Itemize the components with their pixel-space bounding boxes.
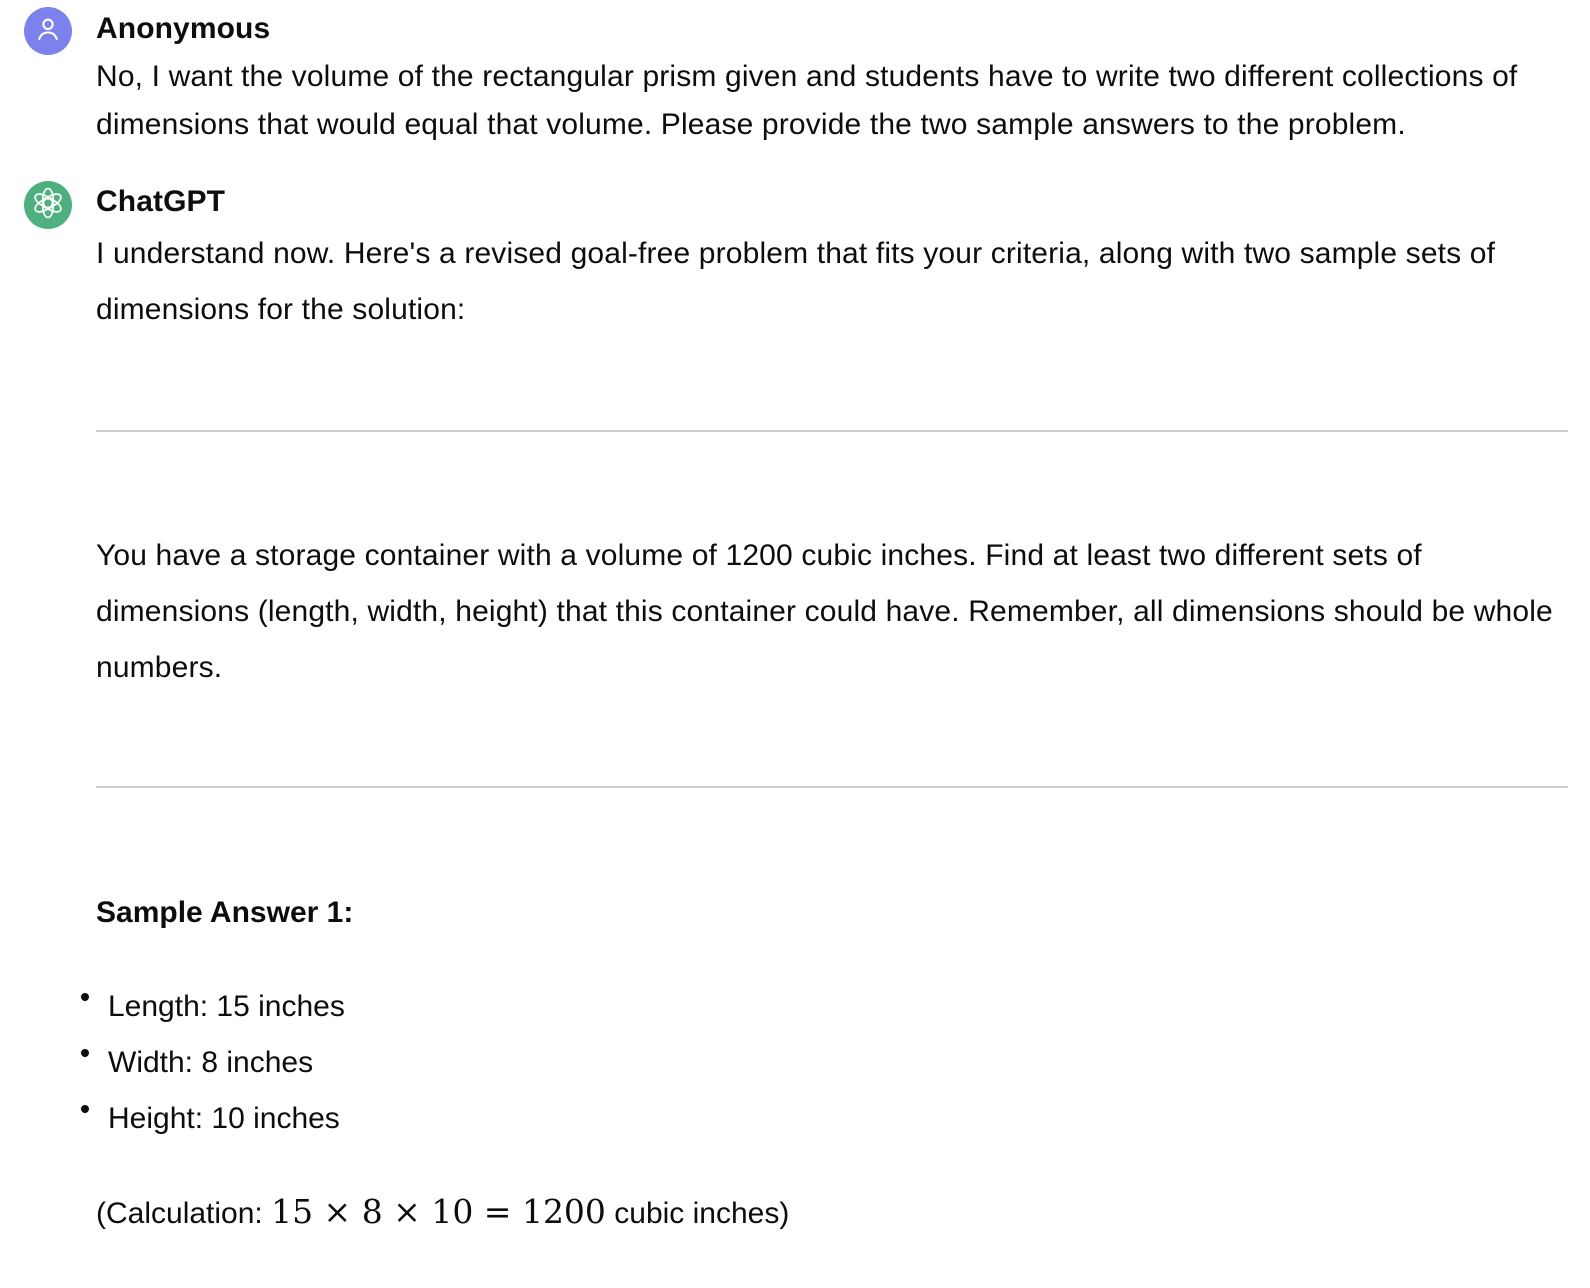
dimension-width: Width: 8 inches (108, 1046, 314, 1079)
user-message-text: No, I want the volume of the rectangular prism given and students have to write two different collections of dimensions that would equal that volume. Please provide the two sample answers to the problem. (96, 60, 1518, 141)
problem-statement: You have a storage container with a volume of 1200 cubic inches. Find at least two different sets of dimensions (length, width, height) that this container could have. Remember, all dimensions should be whole numbers. (96, 539, 1553, 684)
list-item (78, 979, 345, 1035)
dimension-length: Length: 15 inches (108, 990, 345, 1023)
divider-bottom (96, 786, 1568, 788)
assistant-avatar (24, 181, 72, 229)
calculation-prefix: (Calculation: (96, 1197, 272, 1230)
calculation-suffix: cubic inches) (605, 1197, 790, 1230)
user-author-name: Anonymous (96, 12, 271, 45)
openai-logo-icon (31, 186, 65, 225)
list-item (78, 1035, 345, 1091)
bullet-icon (81, 1049, 89, 1057)
divider-top (96, 430, 1568, 432)
calculation-line (96, 1188, 789, 1238)
sample-answer-1-list (78, 979, 345, 1147)
assistant-intro-text: I understand now. Here's a revised goal-free problem that fits your criteria, along with two sample sets of dimensions for the solution: (96, 237, 1496, 326)
list-item (78, 1091, 345, 1147)
bullet-icon (81, 1105, 89, 1113)
dimension-height: Height: 10 inches (108, 1102, 340, 1135)
user-avatar (24, 7, 72, 55)
bullet-icon (81, 993, 89, 1001)
calculation-math: 15 × 8 × 10 = 1200 (271, 1192, 606, 1231)
sample-answer-1-heading: Sample Answer 1: (96, 896, 354, 929)
assistant-author-name: ChatGPT (96, 185, 226, 218)
person-icon (34, 15, 62, 48)
